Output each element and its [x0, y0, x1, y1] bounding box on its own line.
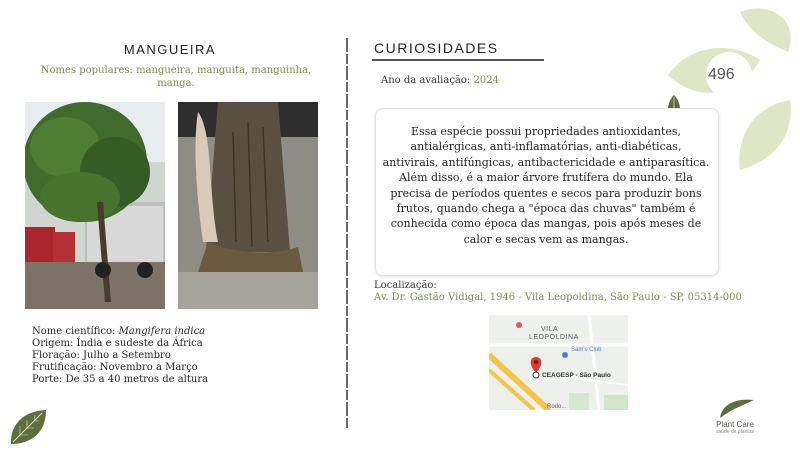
scientific-name-row: [32, 326, 208, 338]
brand: [700, 420, 770, 435]
scientific-name-value: Mangifera indica: [118, 326, 206, 337]
scientific-name-label: Nome científico:: [32, 326, 119, 337]
brand-tagline: saúde de plantas: [715, 429, 755, 435]
map-district-label-line1: VILA: [541, 326, 559, 333]
map-district-label-line2: LEOPOLDINA: [529, 334, 579, 341]
plant-care-logo-icon: [716, 396, 756, 420]
evaluation-year: [381, 75, 499, 86]
page-number: 496: [708, 66, 735, 83]
year-value: 2024: [473, 75, 499, 86]
tree-photo: [25, 102, 165, 309]
fruiting-row: Frutificação: Novembro a Março: [32, 362, 198, 373]
size-row: Porte: De 35 a 40 metros de altura: [32, 374, 209, 385]
column-divider: [346, 38, 348, 430]
popular-names: Nomes populares: mangueira, manguita, manguinha, manga.: [40, 65, 312, 89]
map-street-label: Rodo...: [547, 404, 567, 410]
curiosities-title: CURIOSIDADES: [374, 40, 499, 56]
title-underline: [372, 59, 544, 61]
location-address: Av. Dr. Gastão Vidigal, 1946 - Vila Leopoldina, São Paulo - SP, 05314-000: [374, 292, 742, 303]
map-store-label: Sam's Club: [571, 347, 602, 353]
flowering-row: Floração: Julho a Setembro: [32, 350, 171, 361]
leaf-icon-bottom-left: [8, 408, 48, 446]
curiosities-text: Essa espécie possui propriedades antioxidantes, antialérgicas, anti-inflamatórias, anti-diabéticas, antivirais, antifúngicas, antibactericidade e antiparasítica. Além disso, é a maior árvore frutífera do mundo. Ela precisa de períodos quentes e secos para produzir bons frutos, quando chega a "época das chuvas" também é conhecida como época das mangas, pois após meses de calor e secas vem as mangas.: [382, 125, 710, 246]
location-label: Localização:: [374, 280, 437, 291]
brand-name: Plant Care: [716, 420, 754, 429]
plant-info: [32, 326, 208, 386]
plant-title: MANGUEIRA: [123, 42, 217, 57]
location-map[interactable]: [489, 315, 628, 410]
year-label: Ano da avaliação:: [381, 75, 474, 86]
map-pin-label: CEAGESP - São Paulo: [542, 372, 611, 379]
origin-row: Origem: Índia e sudeste da África: [32, 338, 203, 349]
trunk-photo: [178, 102, 318, 309]
